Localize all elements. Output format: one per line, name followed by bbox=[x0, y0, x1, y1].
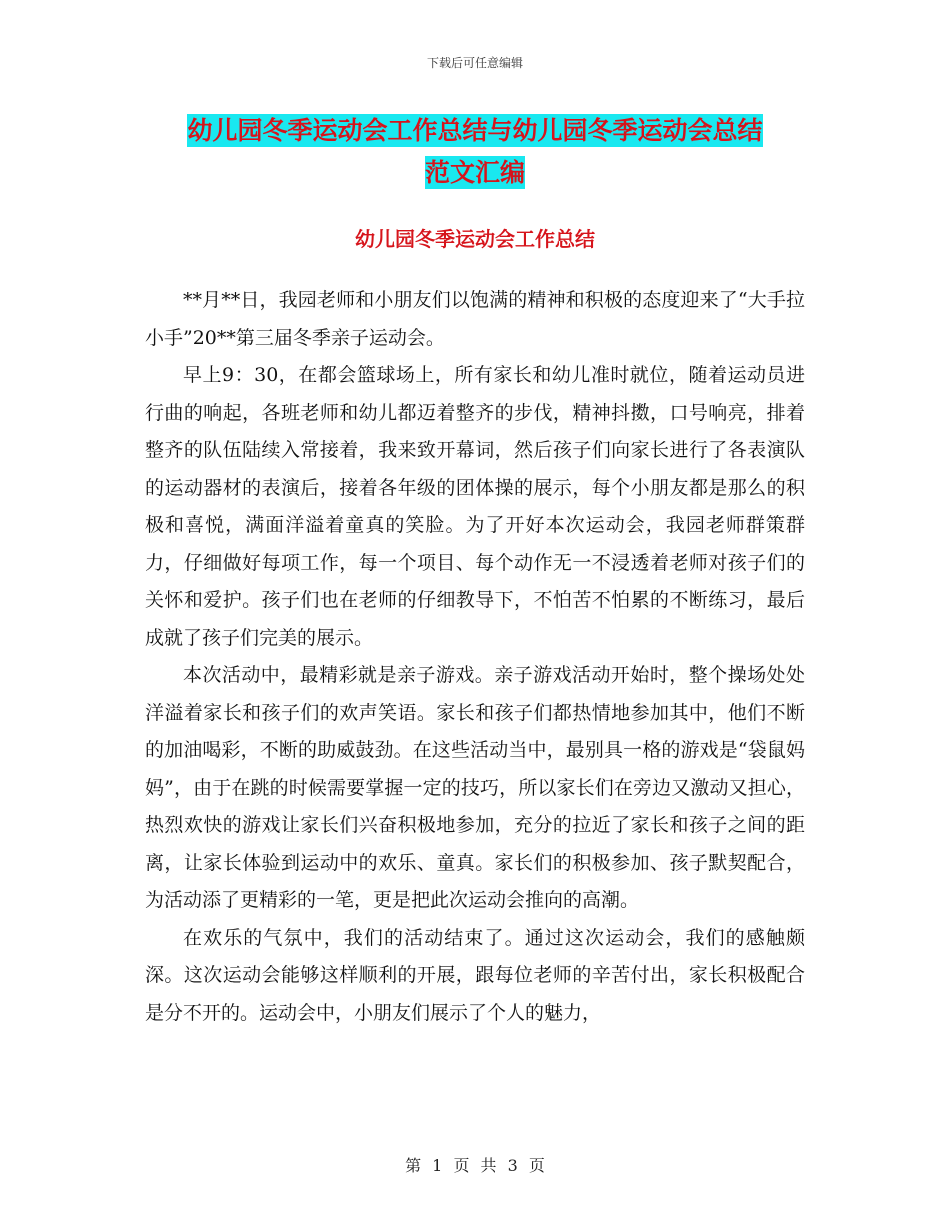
title-line-1: 幼儿园冬季运动会工作总结与幼儿园冬季运动会总结 bbox=[187, 116, 763, 145]
header-note: 下载后可任意编辑 bbox=[426, 56, 523, 70]
page-footer: 第 1 页 共 3 页 bbox=[405, 1156, 545, 1175]
title-line-2: 范文汇编 bbox=[424, 158, 525, 187]
section-title: 幼儿园冬季运动会工作总结 bbox=[355, 227, 595, 251]
paragraph: 在欢乐的气氛中，我们的活动结束了。通过这次运动会，我们的感触颇深。这次运动会能够这样顺利的开展，跟每位老师的辛苦付出，家长积极配合是分不开的。运动会中，小朋友们展示了个人的魅力， bbox=[145, 926, 805, 1024]
paragraph: 早上9：30，在都会篮球场上，所有家长和幼儿准时就位，随着运动员进行曲的响起，各班老师和幼儿都迈着整齐的步伐，精神抖擞，口号响亮，排着整齐的队伍陆续入常接着，我来致开幕词，然后孩子们向家长进行了各表演队的运动器材的表演后，接着各年级的团体操的展示，每个小朋友都是那么的积极和喜悦，满面洋溢着童真的笑脸。为了开好本次运动会，我园老师群策群力，仔细做好每项工作，每一个项目、每个动作无一不浸透着老师对孩子们的关怀和爱护。孩子们也在老师的仔细教导下，不怕苦不怕累的不断练习，最后成就了孩子们完美的展示。 bbox=[145, 364, 805, 649]
body-text bbox=[145, 282, 805, 1032]
paragraph: **月**日，我园老师和小朋友们以饱满的精神和积极的态度迎来了“大手拉小手”20**第三届冬季亲子运动会。 bbox=[145, 289, 805, 349]
document-title bbox=[0, 110, 950, 194]
paragraph: 本次活动中，最精彩就是亲子游戏。亲子游戏活动开始时，整个操场处处洋溢着家长和孩子们的欢声笑语。家长和孩子们都热情地参加其中，他们不断的加油喝彩，不断的助威鼓劲。在这些活动当中，最别具一格的游戏是“袋鼠妈妈”，由于在跳的时候需要掌握一定的技巧，所以家长们在旁边又激动又担心，热烈欢快的游戏让家长们兴奋积极地参加，充分的拉近了家长和孩子之间的距离，让家长体验到运动中的欢乐、童真。家长们的积极参加、孩子默契配合，为活动添了更精彩的一笔，更是把此次运动会推向的高潮。 bbox=[145, 664, 805, 911]
